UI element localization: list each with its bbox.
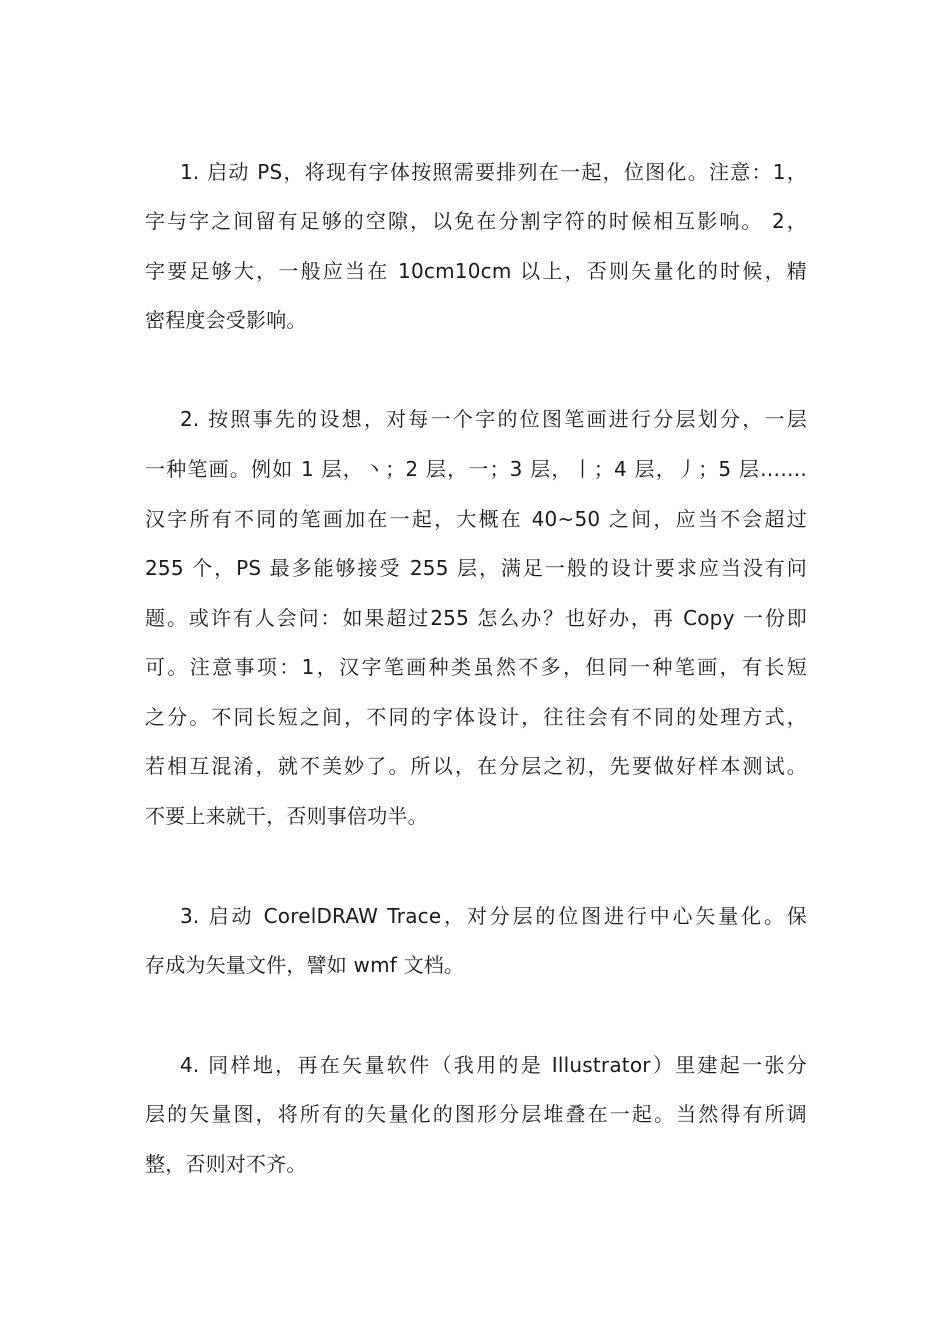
paragraph-line: 整，否则对不齐。 <box>145 1152 307 1176</box>
paragraph-line: 255 个，PS 最多能够接受 255 层，满足一般的设计要求应当没有问 <box>145 556 807 580</box>
paragraph-line: 4. 同样地，再在矢量软件（我用的是 Illustrator）里建起一张分 <box>180 1053 807 1077</box>
paragraph-line: 1. 启动 PS，将现有字体按照需要排列在一起，位图化。注意：1， <box>180 160 807 184</box>
paragraph-line: 3. 启动 CorelDRAW Trace，对分层的位图进行中心矢量化。保 <box>180 904 807 928</box>
paragraph-line: 字与字之间留有足够的空隙，以免在分割字符的时候相互影响。 2， <box>145 209 807 233</box>
paragraph-line: 汉字所有不同的笔画加在一起，大概在 40~50 之间，应当不会超过 <box>145 507 807 531</box>
paragraph-line: 之分。不同长短之间，不同的字体设计，往往会有不同的处理方式， <box>145 705 807 729</box>
paragraph-line: 若相互混淆，就不美妙了。所以，在分层之初，先要做好样本测试。 <box>145 754 807 778</box>
paragraph-line: 字要足够大，一般应当在 10cm10cm 以上，否则矢量化的时候，精 <box>145 259 807 283</box>
paragraph-line: 一种笔画。例如 1 层，丶；2 层，一；3 层，丨；4 层，丿；5 层……. <box>145 457 807 481</box>
paragraph-line: 题。或许有人会问：如果超过255 怎么办？也好办，再 Copy 一份即 <box>145 606 807 630</box>
paragraph-line: 密程度会受影响。 <box>145 308 307 332</box>
paragraph-line: 层的矢量图，将所有的矢量化的图形分层堆叠在一起。当然得有所调 <box>145 1102 807 1126</box>
paragraph-line: 存成为矢量文件，譬如 wmf 文档。 <box>145 953 465 977</box>
paragraph-line: 可。注意事项：1，汉字笔画种类虽然不多，但同一种笔画，有长短 <box>145 655 807 679</box>
paragraph-line: 2. 按照事先的设想，对每一个字的位图笔画进行分层划分，一层 <box>180 407 807 431</box>
paragraph-line: 不要上来就干，否则事倍功半。 <box>145 804 428 828</box>
